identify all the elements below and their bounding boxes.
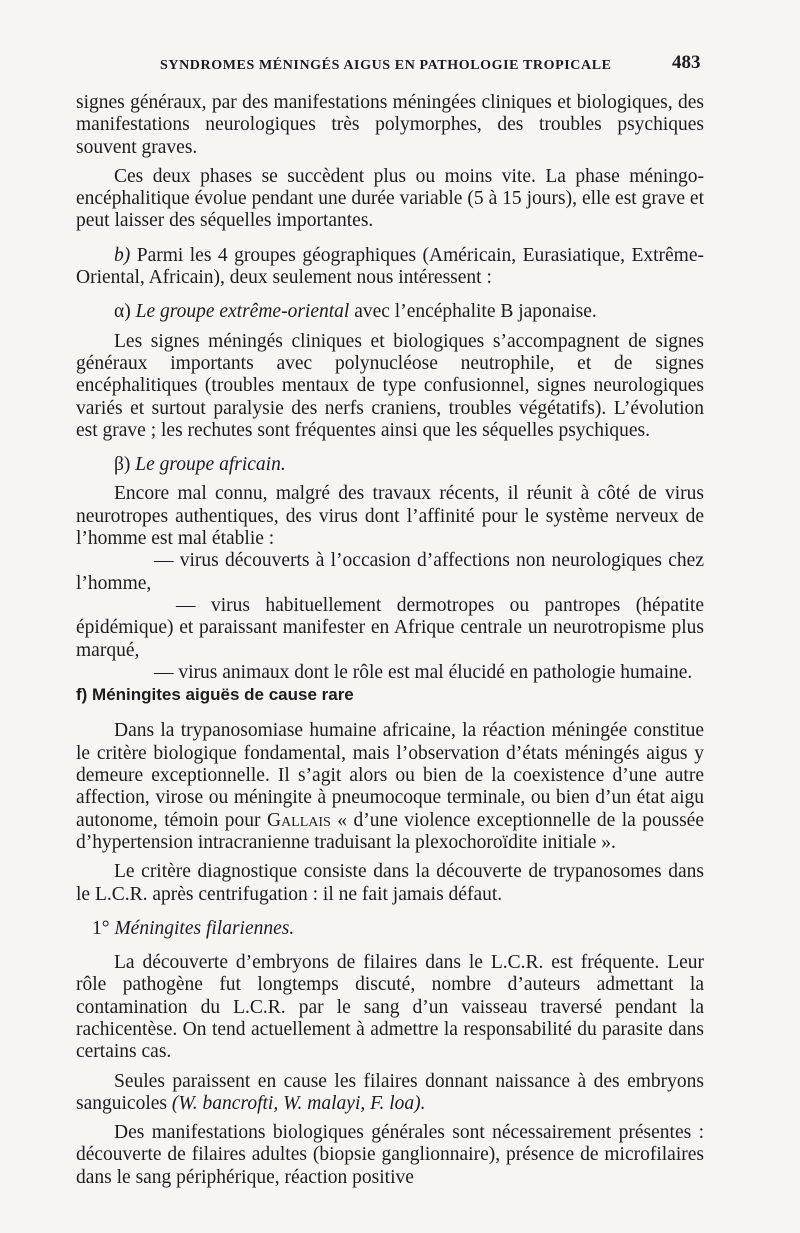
list-marker-b: b)	[114, 244, 131, 266]
beta-title: Le groupe africain.	[135, 454, 286, 476]
dash-item: — virus découverts à l’occasion d’affections non neurologiques chez l’homme,	[76, 550, 704, 594]
paragraph-embryos: La découverte d’embryons de filaires dans le L.C.R. est fréquente. Leur rôle pathogène fut longtemps discuté, nombre d’auteurs admettant la contamination du L.C.R. par le sang d’un vaisseau traversé pendant la rachicentèse. On tend actuellement à admettre la responsabilité du parasite dans certains cas.	[76, 952, 704, 1063]
sub-marker: 1°	[92, 917, 110, 939]
subheading-filarial	[76, 918, 704, 940]
alpha-rest: avec l’encéphalite B japonaise.	[354, 301, 597, 323]
subheading-alpha	[76, 301, 704, 323]
paragraph-groups	[76, 245, 704, 290]
paragraph-groups-text: Parmi les 4 groupes géographiques (Américain, Eurasiatique, Extrême-Oriental, Africain), deux seulement nous intéressent :	[76, 244, 704, 289]
paragraph-diagnosis: Le critère diagnostique consiste dans la découverte de trypanosomes dans le L.C.R. après centrifugation : il ne fait jamais défaut.	[76, 861, 704, 905]
paragraph-alpha-signs: Les signes méningés cliniques et biologiques s’accompagnent de signes généraux importants avec polynucléose neutrophile, et de signes encéphalitiques (troubles mentaux de type confusionnel, signes neurologiques variés et surtout paralysie des nerfs craniens, troubles végétatifs). L’évolution est grave ; les rechutes sont fréquentes ainsi que les séquelles psychiques.	[76, 330, 704, 441]
paragraph-text: Seules paraissent en cause les filaires donnant naissance à des embryons sanguicoles	[76, 1070, 704, 1114]
body-text	[76, 92, 704, 1189]
alpha-title: Le groupe extrême-oriental	[135, 301, 350, 323]
subheading-beta	[76, 454, 704, 476]
dash-item: — virus animaux dont le rôle est mal élucidé en pathologie humaine.	[154, 661, 693, 683]
paragraph-filariae	[76, 1071, 704, 1116]
species-list: (W. bancrofti, W. malayi, F. loa).	[171, 1092, 426, 1114]
dash-item: — virus habituellement dermotropes ou pantropes (hépatite épidémique) et paraissant manifester en Afrique centrale un neurotropisme plus marqué,	[76, 594, 704, 661]
paragraph-beta: Encore mal connu, malgré des travaux récents, il réunit à côté de virus neurotropes authentiques, des virus dont l’affinité pour le système nerveux de l’homme est mal établie :	[76, 483, 704, 550]
sub-title: Méningites filariennes.	[114, 917, 295, 939]
paragraph-continuation: signes généraux, par des manifestations méningées cliniques et biologiques, des manifestations neurologiques très polymorphes, des troubles psychiques souvent graves.	[76, 92, 704, 158]
paragraph-phases: Ces deux phases se succèdent plus ou moins vite. La phase méningo-encéphalitique évolue pendant une durée variable (5 à 15 jours), elle est grave et peut laisser des séquelles importantes.	[76, 165, 704, 232]
beta-marker: β)	[114, 454, 131, 476]
page-number: 483	[672, 52, 701, 73]
alpha-marker: α)	[114, 301, 131, 323]
paragraph-text: Dans la trypanosomiase humaine africaine, la réaction méningée constitue le critère biologique fondamental, mais l’observation d’états méningés aigus y demeure exceptionnelle. Il s’agit alors ou bien de la coexistence d’une autre affection, virose ou méningite à pneumocoque terminale, ou bien d’un état aigu autonome, témoin pour	[76, 720, 704, 831]
paragraph-trypanosomiasis	[76, 720, 704, 854]
author-name: Gallais	[266, 809, 331, 831]
paragraph-text: « d’une violence exceptionnelle de la poussée d’hypertension intracranienne traduisant la plexochoroïdite initiale ».	[76, 809, 704, 853]
running-title: SYNDROMES MÉNINGÉS AIGUS EN PATHOLOGIE TROPICALE	[160, 58, 612, 73]
paragraph-biological: Des manifestations biologiques générales sont nécessairement présentes : découverte de filaires adultes (biopsie ganglionnaire), présence de microfilaires dans le sang périphérique, réaction positive	[76, 1122, 704, 1188]
section-heading-f: f) Méningites aiguës de cause rare	[76, 685, 354, 705]
